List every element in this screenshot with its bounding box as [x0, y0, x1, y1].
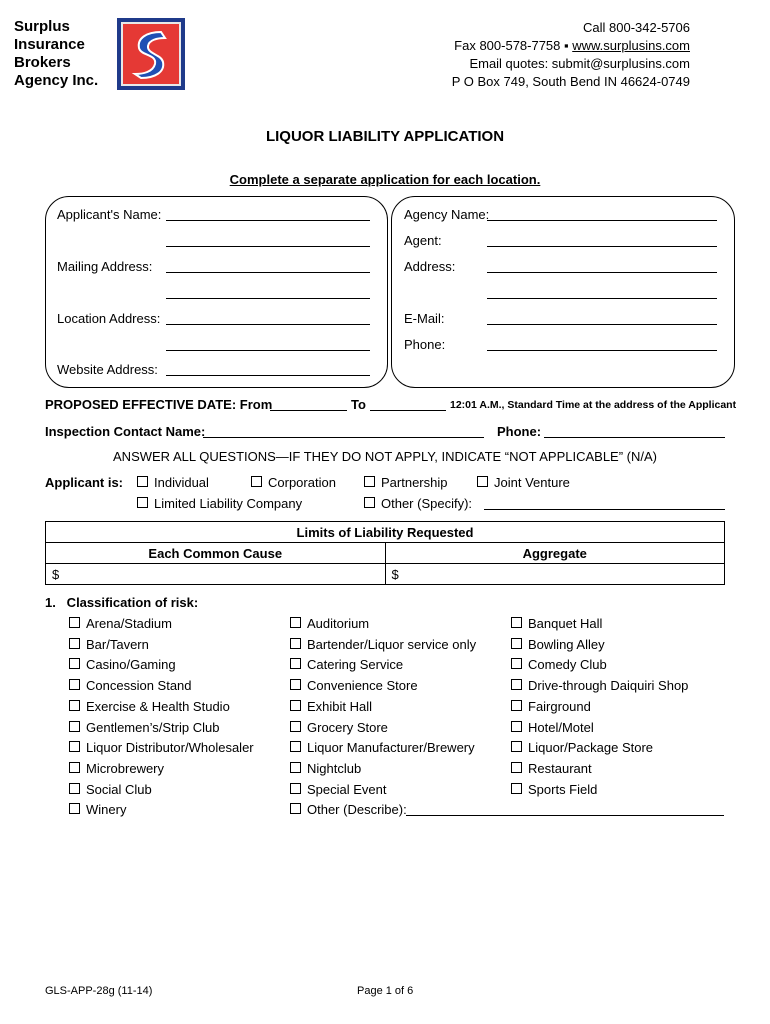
company-logo [117, 18, 185, 90]
classification-heading: 1. Classification of risk: [45, 595, 199, 610]
checkbox-other-describe[interactable] [290, 803, 301, 814]
label-restaurant: Restaurant [528, 760, 592, 776]
label-bartender-liquor-service-only: Bartender/Liquor service only [307, 636, 477, 652]
inspection-contact-field[interactable] [203, 437, 484, 438]
partnership-label: Partnership [381, 475, 448, 490]
checkbox-bowling-alley[interactable] [511, 638, 522, 649]
label-social-club: Social Club [86, 781, 152, 797]
checkbox-winery[interactable] [69, 803, 80, 814]
other-type-checkbox[interactable] [364, 497, 375, 508]
label-sports-field: Sports Field [528, 781, 598, 797]
answer-all-instruction: ANSWER ALL QUESTIONS—IF THEY DO NOT APPLY, INDICATE “NOT APPLICABLE” (N/A) [113, 449, 657, 464]
label-banquet-hall: Banquet Hall [528, 616, 603, 631]
label-liquor-distributor-wholesaler: Liquor Distributor/Wholesaler [86, 740, 254, 756]
effective-time-note: 12:01 A.M., Standard Time at the address of the Applicant [450, 399, 737, 411]
checkbox-drive-through-daiquiri-shop[interactable] [511, 679, 522, 690]
checkbox-microbrewery[interactable] [69, 762, 80, 773]
label-drive-through-daiquiri-shop: Drive-through Daiquiri Shop [528, 678, 689, 694]
checkbox-liquor-package-store[interactable] [511, 741, 522, 752]
call-number: Call 800-342-5706 [583, 20, 690, 35]
agent-label: Agent: [404, 233, 442, 248]
agency-address-field-2[interactable] [487, 298, 717, 299]
checkbox-exhibit-hall[interactable] [290, 700, 301, 711]
fax-number: Fax 800-578-7758 ▪ [454, 38, 573, 53]
checkbox-restaurant[interactable] [511, 762, 522, 773]
location-address-label: Location Address: [57, 311, 161, 326]
checkbox-concession-stand[interactable] [69, 679, 80, 690]
applicant-name-label: Applicant's Name: [57, 207, 162, 222]
aggregate-value[interactable]: $ [385, 564, 725, 585]
label-arena-stadium: Arena/Stadium [86, 616, 172, 631]
checkbox-bar-tavern[interactable] [69, 638, 80, 649]
label-liquor-package-store: Liquor/Package Store [528, 740, 654, 756]
limits-table [45, 521, 725, 585]
label-nightclub: Nightclub [307, 760, 362, 776]
partnership-checkbox[interactable] [364, 476, 375, 487]
agency-address-label: Address: [404, 259, 456, 274]
checkbox-fairground[interactable] [511, 700, 522, 711]
applicant-type-label: Applicant is: [45, 475, 124, 490]
joint-venture-label: Joint Venture [494, 475, 570, 490]
effective-from-field[interactable] [270, 410, 347, 411]
mailing-address-label: Mailing Address: [57, 259, 153, 274]
page-subtitle: Complete a separate application for each location. [229, 172, 541, 187]
label-gentlemen-s-strip-club: Gentlemen’s/Strip Club [86, 719, 220, 735]
llc-checkbox[interactable] [137, 497, 148, 508]
checkbox-liquor-manufacturer-brewery[interactable] [290, 741, 301, 752]
corporation-label: Corporation [268, 475, 336, 490]
other-type-field[interactable] [484, 509, 725, 510]
effective-to-field[interactable] [370, 410, 446, 411]
checkbox-grocery-store[interactable] [290, 721, 301, 732]
page-number: Page 1 of 6 [357, 985, 414, 997]
effective-to-label: To [351, 397, 366, 412]
label-grocery-store: Grocery Store [307, 719, 388, 735]
label-concession-stand: Concession Stand [86, 678, 192, 694]
agency-phone-label: Phone: [404, 337, 446, 352]
website-address-field[interactable] [166, 375, 370, 376]
label-microbrewery: Microbrewery [86, 760, 165, 776]
checkbox-hotel-motel[interactable] [511, 721, 522, 732]
website-address-label: Website Address: [57, 362, 158, 377]
inspection-phone-field[interactable] [544, 437, 725, 438]
checkbox-auditorium[interactable] [290, 617, 301, 628]
location-address-field[interactable] [166, 324, 370, 325]
agent-field[interactable] [487, 246, 717, 247]
label-bar-tavern: Bar/Tavern [86, 636, 149, 652]
label-catering-service: Catering Service [307, 657, 404, 673]
form-id: GLS-APP-28g (11-14) [45, 985, 153, 997]
mailing-address-field-2[interactable] [166, 298, 370, 299]
label-bowling-alley: Bowling Alley [528, 636, 605, 652]
label-hotel-motel: Hotel/Motel [528, 719, 594, 735]
label-casino-gaming: Casino/Gaming [86, 657, 176, 673]
label-special-event: Special Event [307, 781, 387, 797]
applicant-name-field[interactable] [166, 220, 370, 221]
applicant-name-field-2[interactable] [166, 246, 370, 247]
checkbox-comedy-club[interactable] [511, 658, 522, 669]
checkbox-social-club[interactable] [69, 783, 80, 794]
checkbox-liquor-distributor-wholesaler[interactable] [69, 741, 80, 752]
fax-line [452, 37, 690, 55]
label-comedy-club: Comedy Club [528, 657, 607, 673]
each-common-cause-value[interactable]: $ [46, 564, 386, 585]
agency-name-field[interactable] [487, 220, 717, 221]
company-line-1: Surplus [14, 18, 70, 35]
agency-phone-field[interactable] [487, 350, 717, 351]
llc-label: Limited Liability Company [154, 496, 303, 511]
label-exercise-health-studio: Exercise & Health Studio [86, 698, 230, 714]
other-type-label: Other (Specify): [381, 496, 473, 511]
agency-info-box [391, 196, 735, 388]
label-liquor-manufacturer-brewery: Liquor Manufacturer/Brewery [307, 740, 475, 756]
agency-address-field[interactable] [487, 272, 717, 273]
agency-email-label: E-Mail: [404, 311, 445, 326]
checkbox-gentlemen-s-strip-club[interactable] [69, 721, 80, 732]
individual-checkbox[interactable] [137, 476, 148, 487]
checkbox-convenience-store[interactable] [290, 679, 301, 690]
checkbox-catering-service[interactable] [290, 658, 301, 669]
email-quotes: Email quotes: submit@surplusins.com [469, 56, 690, 71]
checkbox-nightclub[interactable] [290, 762, 301, 773]
company-line-4: Agency Inc. [14, 72, 99, 89]
label-exhibit-hall: Exhibit Hall [307, 698, 373, 714]
label-winery: Winery [86, 802, 127, 818]
label-fairground: Fairground [528, 698, 591, 714]
label-auditorium: Auditorium [307, 616, 370, 631]
checkbox-special-event[interactable] [290, 783, 301, 794]
checkbox-bartender-liquor-service-only[interactable] [290, 638, 301, 649]
checkbox-sports-field[interactable] [511, 783, 522, 794]
inspection-phone-label: Phone: [497, 424, 542, 439]
effective-date-label: PROPOSED EFFECTIVE DATE: From [45, 397, 273, 412]
each-common-cause-header: Each Common Cause [46, 543, 386, 564]
applicant-info-box [45, 196, 388, 388]
inspection-contact-label: Inspection Contact Name: [45, 424, 206, 439]
contact-info [452, 19, 690, 91]
aggregate-header: Aggregate [385, 543, 725, 564]
other-describe-field[interactable] [406, 815, 724, 816]
limits-title: Limits of Liability Requested [46, 522, 725, 543]
agency-email-field[interactable] [487, 324, 717, 325]
company-line-2: Insurance [14, 36, 85, 53]
checkbox-banquet-hall[interactable] [511, 617, 522, 628]
individual-label: Individual [154, 475, 209, 490]
page-title: LIQUOR LIABILITY APPLICATION [265, 128, 505, 145]
label-other-describe: Other (Describe): [307, 802, 407, 818]
checkbox-arena-stadium[interactable] [69, 617, 80, 628]
company-name [14, 18, 134, 90]
company-line-3: Brokers [14, 54, 71, 71]
checkbox-exercise-health-studio[interactable] [69, 700, 80, 711]
corporation-checkbox[interactable] [251, 476, 262, 487]
checkbox-casino-gaming[interactable] [69, 658, 80, 669]
label-convenience-store: Convenience Store [307, 678, 418, 694]
agency-name-label: Agency Name: [404, 207, 490, 222]
po-box: P O Box 749, South Bend IN 46624-0749 [451, 74, 690, 89]
location-address-field-2[interactable] [166, 350, 370, 351]
joint-venture-checkbox[interactable] [477, 476, 488, 487]
website-link[interactable]: www.surplusins.com [572, 38, 690, 53]
mailing-address-field[interactable] [166, 272, 370, 273]
